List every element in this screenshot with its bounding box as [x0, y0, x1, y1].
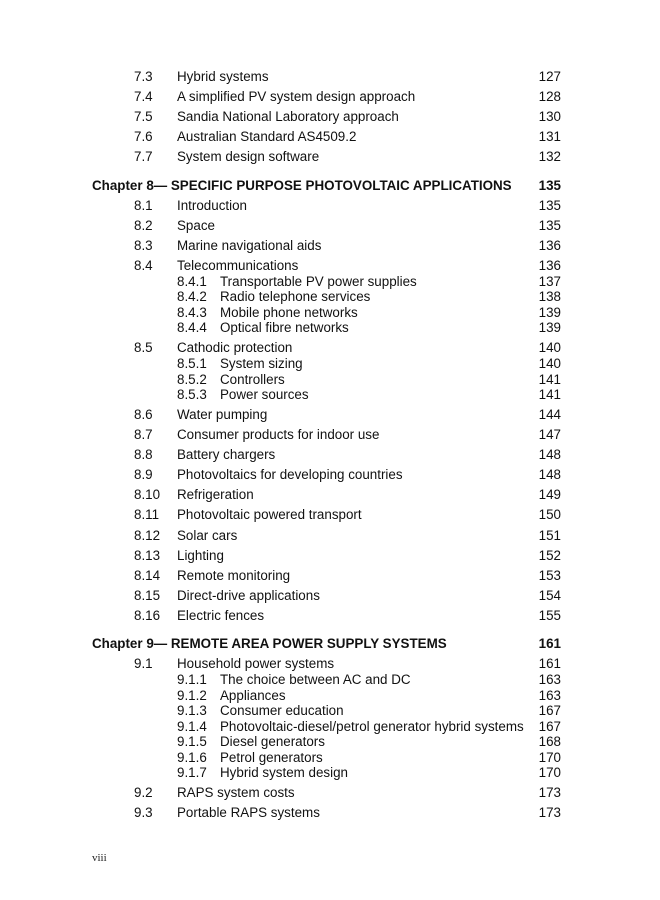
section-number: 8.7: [134, 427, 153, 442]
subsection-title: Optical fibre networks: [220, 320, 349, 335]
page-ref: 152: [538, 548, 561, 563]
subsection-number: 8.5.3: [177, 387, 207, 402]
section-number: 8.5: [134, 340, 153, 355]
section-number: 8.2: [134, 218, 153, 233]
page-ref: 140: [538, 356, 561, 371]
section-title: A simplified PV system design approach: [177, 89, 416, 104]
subsection-number: 8.5.1: [177, 356, 207, 371]
page-ref: 173: [538, 805, 561, 820]
page-ref: 137: [538, 274, 561, 289]
subsection-number: 9.1.4: [177, 719, 207, 734]
section-title: Space: [177, 218, 215, 233]
section-title: Refrigeration: [177, 487, 254, 502]
section-title: Sandia National Laboratory approach: [177, 109, 399, 124]
section-title: Remote monitoring: [177, 568, 291, 583]
subsection-number: 9.1.5: [177, 734, 207, 749]
section-title: Direct-drive applications: [177, 588, 320, 603]
page-ref: 136: [538, 238, 561, 253]
page-ref: 128: [538, 89, 561, 104]
subsection-number: 8.5.2: [177, 372, 207, 387]
page-ref: 161: [538, 636, 561, 651]
subsection-title: The choice between AC and DC: [220, 672, 411, 687]
section-number: 9.1: [134, 656, 153, 671]
section-title: Hybrid systems: [177, 69, 269, 84]
page-ref: 163: [538, 672, 561, 687]
subsection-title: Consumer education: [220, 703, 344, 718]
section-title: Photovoltaics for developing countries: [177, 467, 403, 482]
section-number: 8.3: [134, 238, 153, 253]
section-number: 7.7: [134, 149, 153, 164]
page-ref: 147: [538, 427, 561, 442]
subsection-number: 9.1.2: [177, 688, 207, 703]
section-number: 8.10: [134, 487, 161, 502]
section-title: Solar cars: [177, 528, 238, 543]
section-number: 7.4: [134, 89, 153, 104]
subsection-number: 9.1.6: [177, 750, 207, 765]
page-ref: 140: [538, 340, 561, 355]
page-ref: 131: [538, 129, 561, 144]
subsection-title: Diesel generators: [220, 734, 325, 749]
page-ref: 168: [538, 734, 561, 749]
page-ref: 148: [538, 467, 561, 482]
subsection-number: 8.4.2: [177, 289, 207, 304]
section-title: Introduction: [177, 198, 247, 213]
section-number: 7.6: [134, 129, 153, 144]
section-title: System design software: [177, 149, 320, 164]
subsection-title: System sizing: [220, 356, 303, 371]
section-title: Battery chargers: [177, 447, 276, 462]
chapter-title: Chapter 9— REMOTE AREA POWER SUPPLY SYSTEMS: [92, 636, 447, 651]
page-ref: 170: [538, 750, 561, 765]
page-ref: 139: [538, 320, 561, 335]
page-ref: 154: [538, 588, 561, 603]
page-ref: 135: [538, 218, 561, 233]
section-number: 8.15: [134, 588, 161, 603]
section-title: Portable RAPS systems: [177, 805, 320, 820]
subsection-title: Power sources: [220, 387, 309, 402]
section-number: 8.11: [134, 507, 160, 522]
subsection-title: Mobile phone networks: [220, 305, 358, 320]
page-ref: 139: [538, 305, 561, 320]
page-ref: 155: [538, 608, 561, 623]
page-ref: 141: [538, 372, 561, 387]
subsection-number: 9.1.3: [177, 703, 207, 718]
section-number: 8.4: [134, 258, 153, 273]
section-title: Cathodic protection: [177, 340, 293, 355]
section-title: Australian Standard AS4509.2: [177, 129, 357, 144]
section-number: 8.8: [134, 447, 153, 462]
subsection-number: 8.4.4: [177, 320, 207, 335]
subsection-number: 9.1.7: [177, 765, 207, 780]
section-number: 8.12: [134, 528, 161, 543]
subsection-title: Appliances: [220, 688, 286, 703]
page-ref: 127: [538, 69, 561, 84]
page-ref: 151: [538, 528, 561, 543]
section-number: 9.3: [134, 805, 153, 820]
page-ref: 132: [538, 149, 561, 164]
page-ref: 170: [538, 765, 561, 780]
section-title: RAPS system costs: [177, 785, 295, 800]
page-ref: 135: [538, 178, 561, 193]
section-number: 9.2: [134, 785, 153, 800]
section-title: Household power systems: [177, 656, 335, 671]
section-title: Telecommunications: [177, 258, 299, 273]
subsection-number: 8.4.3: [177, 305, 207, 320]
section-title: Photovoltaic powered transport: [177, 507, 362, 522]
subsection-title: Controllers: [220, 372, 285, 387]
section-number: 8.14: [134, 568, 161, 583]
subsection-number: 9.1.1: [177, 672, 207, 687]
subsection-title: Photovoltaic-diesel/petrol generator hybrid systems: [220, 719, 524, 734]
page-ref: 148: [538, 447, 561, 462]
subsection-title: Hybrid system design: [220, 765, 349, 780]
chapter-title: Chapter 8— SPECIFIC PURPOSE PHOTOVOLTAIC APPLICATIONS: [92, 178, 512, 193]
subsection-title: Petrol generators: [220, 750, 323, 765]
subsection-title: Transportable PV power supplies: [220, 274, 417, 289]
section-title: Consumer products for indoor use: [177, 427, 380, 442]
section-title: Lighting: [177, 548, 224, 563]
page-ref: 149: [538, 487, 561, 502]
page-ref: 144: [538, 407, 561, 422]
page-ref: 138: [538, 289, 561, 304]
section-number: 8.9: [134, 467, 153, 482]
page-ref: 141: [538, 387, 561, 402]
section-number: 8.13: [134, 548, 161, 563]
section-number: 8.6: [134, 407, 153, 422]
section-number: 7.3: [134, 69, 153, 84]
page-ref: 135: [538, 198, 561, 213]
page-ref: 136: [538, 258, 561, 273]
page-ref: 173: [538, 785, 561, 800]
page-ref: 153: [538, 568, 561, 583]
page-ref: 167: [538, 703, 561, 718]
page-ref: 167: [538, 719, 561, 734]
subsection-title: Radio telephone services: [220, 289, 371, 304]
section-title: Water pumping: [177, 407, 268, 422]
page-ref: 130: [538, 109, 561, 124]
page-ref: 150: [538, 507, 561, 522]
section-title: Electric fences: [177, 608, 265, 623]
page-ref: 161: [538, 656, 561, 671]
page-ref: 163: [538, 688, 561, 703]
section-number: 8.1: [134, 198, 153, 213]
page-number: viii: [92, 852, 107, 864]
section-number: 7.5: [134, 109, 153, 124]
section-title: Marine navigational aids: [177, 238, 322, 253]
subsection-number: 8.4.1: [177, 274, 207, 289]
section-number: 8.16: [134, 608, 161, 623]
